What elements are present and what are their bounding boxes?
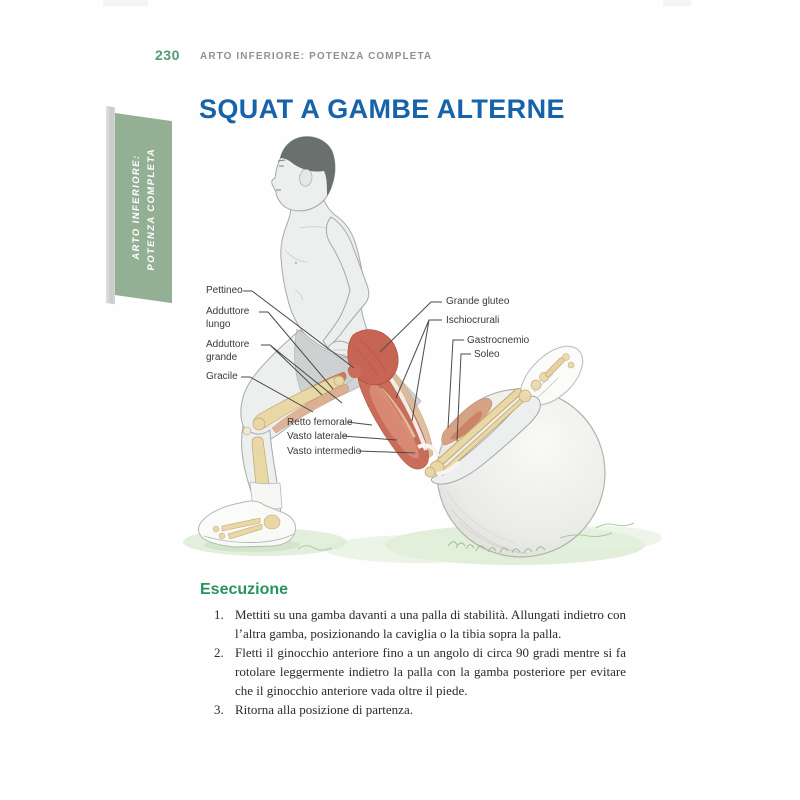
- muscle-label-adduttore-grande: Adduttore grande: [206, 339, 250, 363]
- step-text: Ritorna alla posizione di partenza.: [235, 702, 413, 717]
- muscle-label-grande-gluteo: Grande gluteo: [446, 296, 510, 307]
- step-text: Mettiti su una gamba davanti a una palla di stabilità. Allungati indietro con l’altra gamba, posizionando la caviglia o la tibia sopra la palla.: [235, 607, 626, 641]
- muscle-label-retto-femorale: Retto femorale: [287, 417, 353, 428]
- muscle-label-vasto-laterale: Vasto laterale: [287, 431, 348, 442]
- muscle-label-adduttore-lungo: Adduttore lungo: [206, 306, 250, 330]
- step-text: Fletti il ginocchio anteriore fino a un angolo di circa 90 gradi mentre si fa rotolare leggermente indietro la palla con la gamba posteriore per evitare che il ginocchio anteriore vada oltre il piede.: [235, 645, 626, 698]
- muscle-label-pettineo: Pettineo: [206, 285, 243, 296]
- step-number: 1.: [214, 607, 224, 622]
- muscle-label-gracile: Gracile: [206, 371, 238, 382]
- step-number: 3.: [214, 702, 224, 717]
- page-number: 230: [155, 47, 180, 63]
- step-number: 2.: [214, 645, 224, 660]
- exercise-title: SQUAT A GAMBE ALTERNE: [199, 94, 565, 124]
- execution-heading: Esecuzione: [200, 581, 289, 598]
- muscle-label-ischiocrurali: Ischiocrurali: [446, 315, 500, 326]
- muscle-label-vasto-intermedio: Vasto intermedio: [287, 446, 362, 457]
- execution-step: [214, 700, 626, 719]
- execution-steps: [214, 605, 626, 719]
- execution-step: [214, 605, 626, 643]
- running-header: ARTO INFERIORE: POTENZA COMPLETA: [200, 51, 433, 62]
- side-tab-line2: POTENZA COMPLETA: [145, 146, 157, 272]
- muscle-label-soleo: Soleo: [474, 349, 500, 360]
- side-tab-line1: ARTO INFERIORE:: [130, 153, 142, 261]
- execution-step: [214, 643, 626, 700]
- muscle-label-gastrocnemio: Gastrocnemio: [467, 335, 530, 346]
